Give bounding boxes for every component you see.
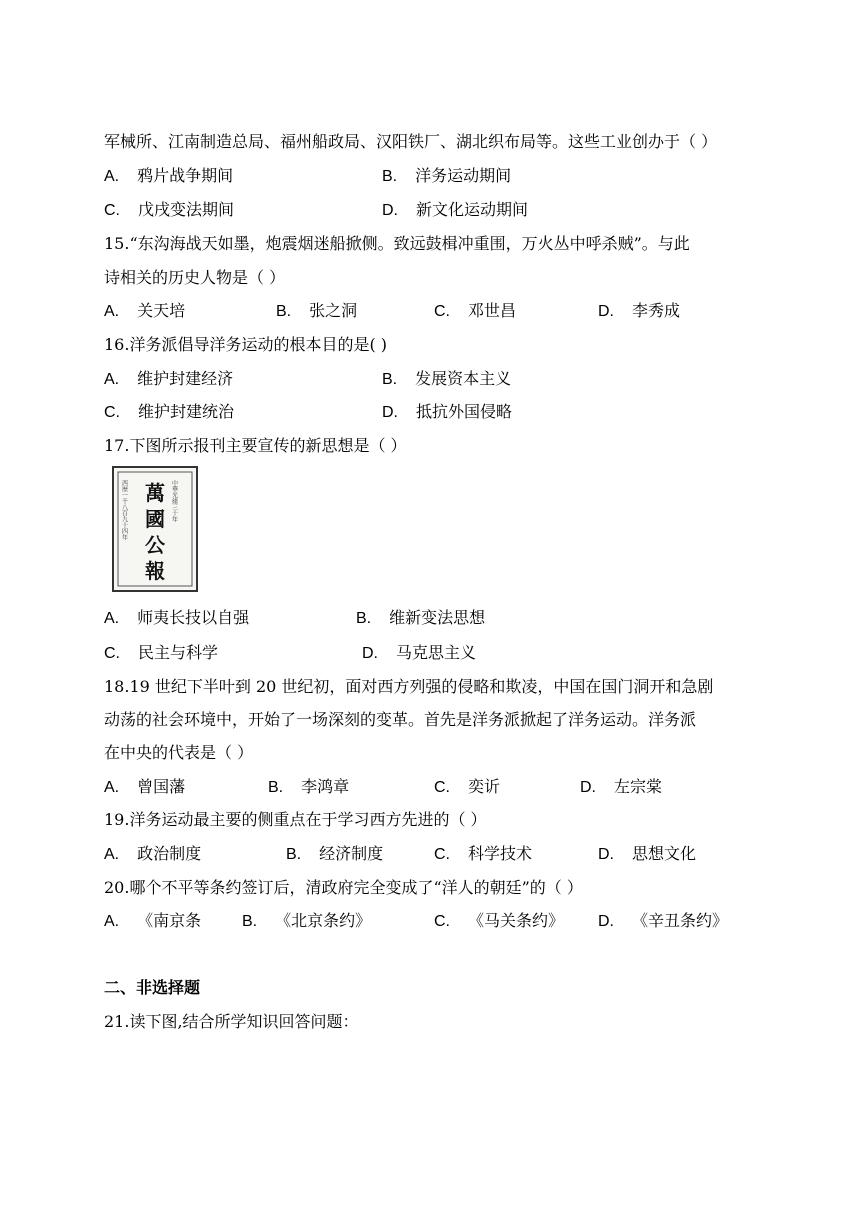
option-text: 邓世昌 [468, 301, 517, 320]
option-key: B. [276, 303, 292, 320]
option-key: C. [434, 846, 450, 863]
q19-option-a[interactable] [104, 844, 201, 865]
q15-option-b[interactable] [276, 301, 357, 322]
option-key: B. [356, 610, 372, 627]
option-key: B. [268, 779, 284, 796]
option-text: 《南京条 [137, 911, 202, 930]
option-key: A. [104, 168, 120, 185]
option-key: D. [580, 779, 596, 796]
q18-option-d[interactable] [580, 777, 662, 798]
option-text: 关天培 [137, 301, 186, 320]
q16-question-text: 16.洋务派倡导洋务运动的根本目的是( ) [104, 335, 388, 354]
newspaper-cover-image [112, 466, 198, 592]
option-key: B. [382, 371, 398, 388]
option-key: A. [104, 371, 120, 388]
q14-option-b[interactable] [382, 166, 511, 187]
q21-question-text: 21.读下图,结合所学知识回答问题： [104, 1012, 359, 1031]
option-text: 发展资本主义 [415, 369, 512, 388]
option-key: B. [242, 913, 258, 930]
q19-option-c[interactable] [434, 844, 532, 865]
q15-question-line-2: 诗相关的历史人物是（ ） [104, 268, 286, 287]
q17-option-b[interactable] [356, 608, 485, 629]
option-text: 政治制度 [137, 844, 202, 863]
option-text: 新文化运动期间 [416, 200, 529, 219]
q18-option-a[interactable] [104, 777, 185, 798]
option-key: A. [104, 779, 120, 796]
option-text: 李鸿章 [301, 777, 350, 796]
option-text: 奕䜣 [468, 777, 501, 796]
option-key: D. [382, 404, 398, 421]
q18-question-line-2: 动荡的社会环境中，开始了一场深刻的变革。首先是洋务派掀起了洋务运动。洋务派 [104, 710, 697, 729]
option-text: 民主与科学 [138, 643, 219, 662]
q14-option-c[interactable] [104, 200, 234, 221]
q20-option-b[interactable] [242, 911, 371, 932]
q20-option-d[interactable] [598, 911, 728, 932]
option-key: A. [104, 913, 120, 930]
option-text: 鸦片战争期间 [137, 166, 234, 185]
q16-option-a[interactable] [104, 369, 233, 390]
option-key: D. [382, 202, 398, 219]
q19-question-text: 19.洋务运动最主要的侧重点在于学习西方先进的（ ） [104, 810, 487, 829]
option-key: B. [286, 846, 302, 863]
option-key: C. [104, 645, 120, 662]
option-key: C. [434, 913, 450, 930]
option-text: 左宗棠 [614, 777, 663, 796]
q18-question-line-1: 18.19 世纪下半叶到 20 世纪初，面对西方列强的侵略和欺凌，中国在国门洞开和急剧 [104, 677, 714, 696]
option-text: 抵抗外国侵略 [416, 402, 513, 421]
option-text: 《辛丑条约》 [632, 911, 729, 930]
q19-option-d[interactable] [598, 844, 696, 865]
q18-option-b[interactable] [268, 777, 349, 798]
newspaper-title-char-2: 國 [145, 507, 165, 531]
newspaper-title-char-1: 萬 [145, 481, 165, 505]
q20-option-a[interactable] [104, 911, 201, 932]
newspaper-cover-drawing [114, 468, 196, 590]
option-text: 维护封建经济 [137, 369, 234, 388]
option-key: D. [362, 645, 378, 662]
option-text: 维护封建统治 [138, 402, 235, 421]
q15-option-c[interactable] [434, 301, 516, 322]
option-text: 李秀成 [632, 301, 681, 320]
q14-option-a[interactable] [104, 166, 233, 187]
option-text: 思想文化 [632, 844, 697, 863]
q15-option-d[interactable] [598, 301, 680, 322]
newspaper-side-text: 西歷一千八百九十四年 [120, 480, 128, 540]
option-text: 戊戌变法期间 [138, 200, 235, 219]
q20-question-text: 20.哪个不平等条约签订后，清政府完全变成了“洋人的朝廷”的（ ） [104, 878, 583, 897]
option-text: 科学技术 [468, 844, 533, 863]
q17-option-a[interactable] [104, 608, 249, 629]
newspaper-top-text: 中華光緒三十年 [170, 480, 178, 522]
option-key: D. [598, 846, 614, 863]
newspaper-title-char-4: 報 [145, 559, 165, 583]
q19-option-b[interactable] [286, 844, 383, 865]
q15-question-line-1: 15.“东沟海战天如墨，炮震烟迷船掀侧。致远鼓楫冲重围，万火丛中呼杀贼”。与此 [104, 234, 690, 253]
option-text: 维新变法思想 [389, 608, 486, 627]
q14-question-text: 军械所、江南制造总局、福州船政局、汉阳铁厂、湖北织布局等。这些工业创办于（ ） [104, 132, 718, 151]
q16-option-c[interactable] [104, 402, 234, 423]
q20-option-c[interactable] [434, 911, 564, 932]
option-text: 师夷长技以自强 [137, 608, 250, 627]
option-key: D. [598, 913, 614, 930]
option-key: A. [104, 303, 120, 320]
option-text: 《北京条约》 [275, 911, 372, 930]
q18-question-line-3: 在中央的代表是（ ） [104, 743, 254, 762]
option-text: 《马关条约》 [468, 911, 565, 930]
q17-question-text: 17.下图所示报刊主要宣传的新思想是（ ） [104, 436, 407, 455]
option-text: 经济制度 [319, 844, 384, 863]
option-text: 马克思主义 [396, 643, 477, 662]
q15-option-a[interactable] [104, 301, 185, 322]
newspaper-title-char-3: 公 [145, 533, 165, 557]
option-key: B. [382, 168, 398, 185]
section-title: 二、非选择题 [104, 978, 201, 997]
option-key: C. [434, 303, 450, 320]
q17-option-c[interactable] [104, 643, 218, 664]
option-key: D. [598, 303, 614, 320]
q16-option-d[interactable] [382, 402, 512, 423]
option-key: C. [104, 404, 120, 421]
option-key: A. [104, 846, 120, 863]
option-key: A. [104, 610, 120, 627]
option-key: C. [104, 202, 120, 219]
q14-option-d[interactable] [382, 200, 528, 221]
option-key: C. [434, 779, 450, 796]
option-text: 曾国藩 [137, 777, 186, 796]
q16-option-b[interactable] [382, 369, 511, 390]
option-text: 张之洞 [309, 301, 358, 320]
q17-option-d[interactable] [362, 643, 476, 664]
q18-option-c[interactable] [434, 777, 500, 798]
option-text: 洋务运动期间 [415, 166, 512, 185]
